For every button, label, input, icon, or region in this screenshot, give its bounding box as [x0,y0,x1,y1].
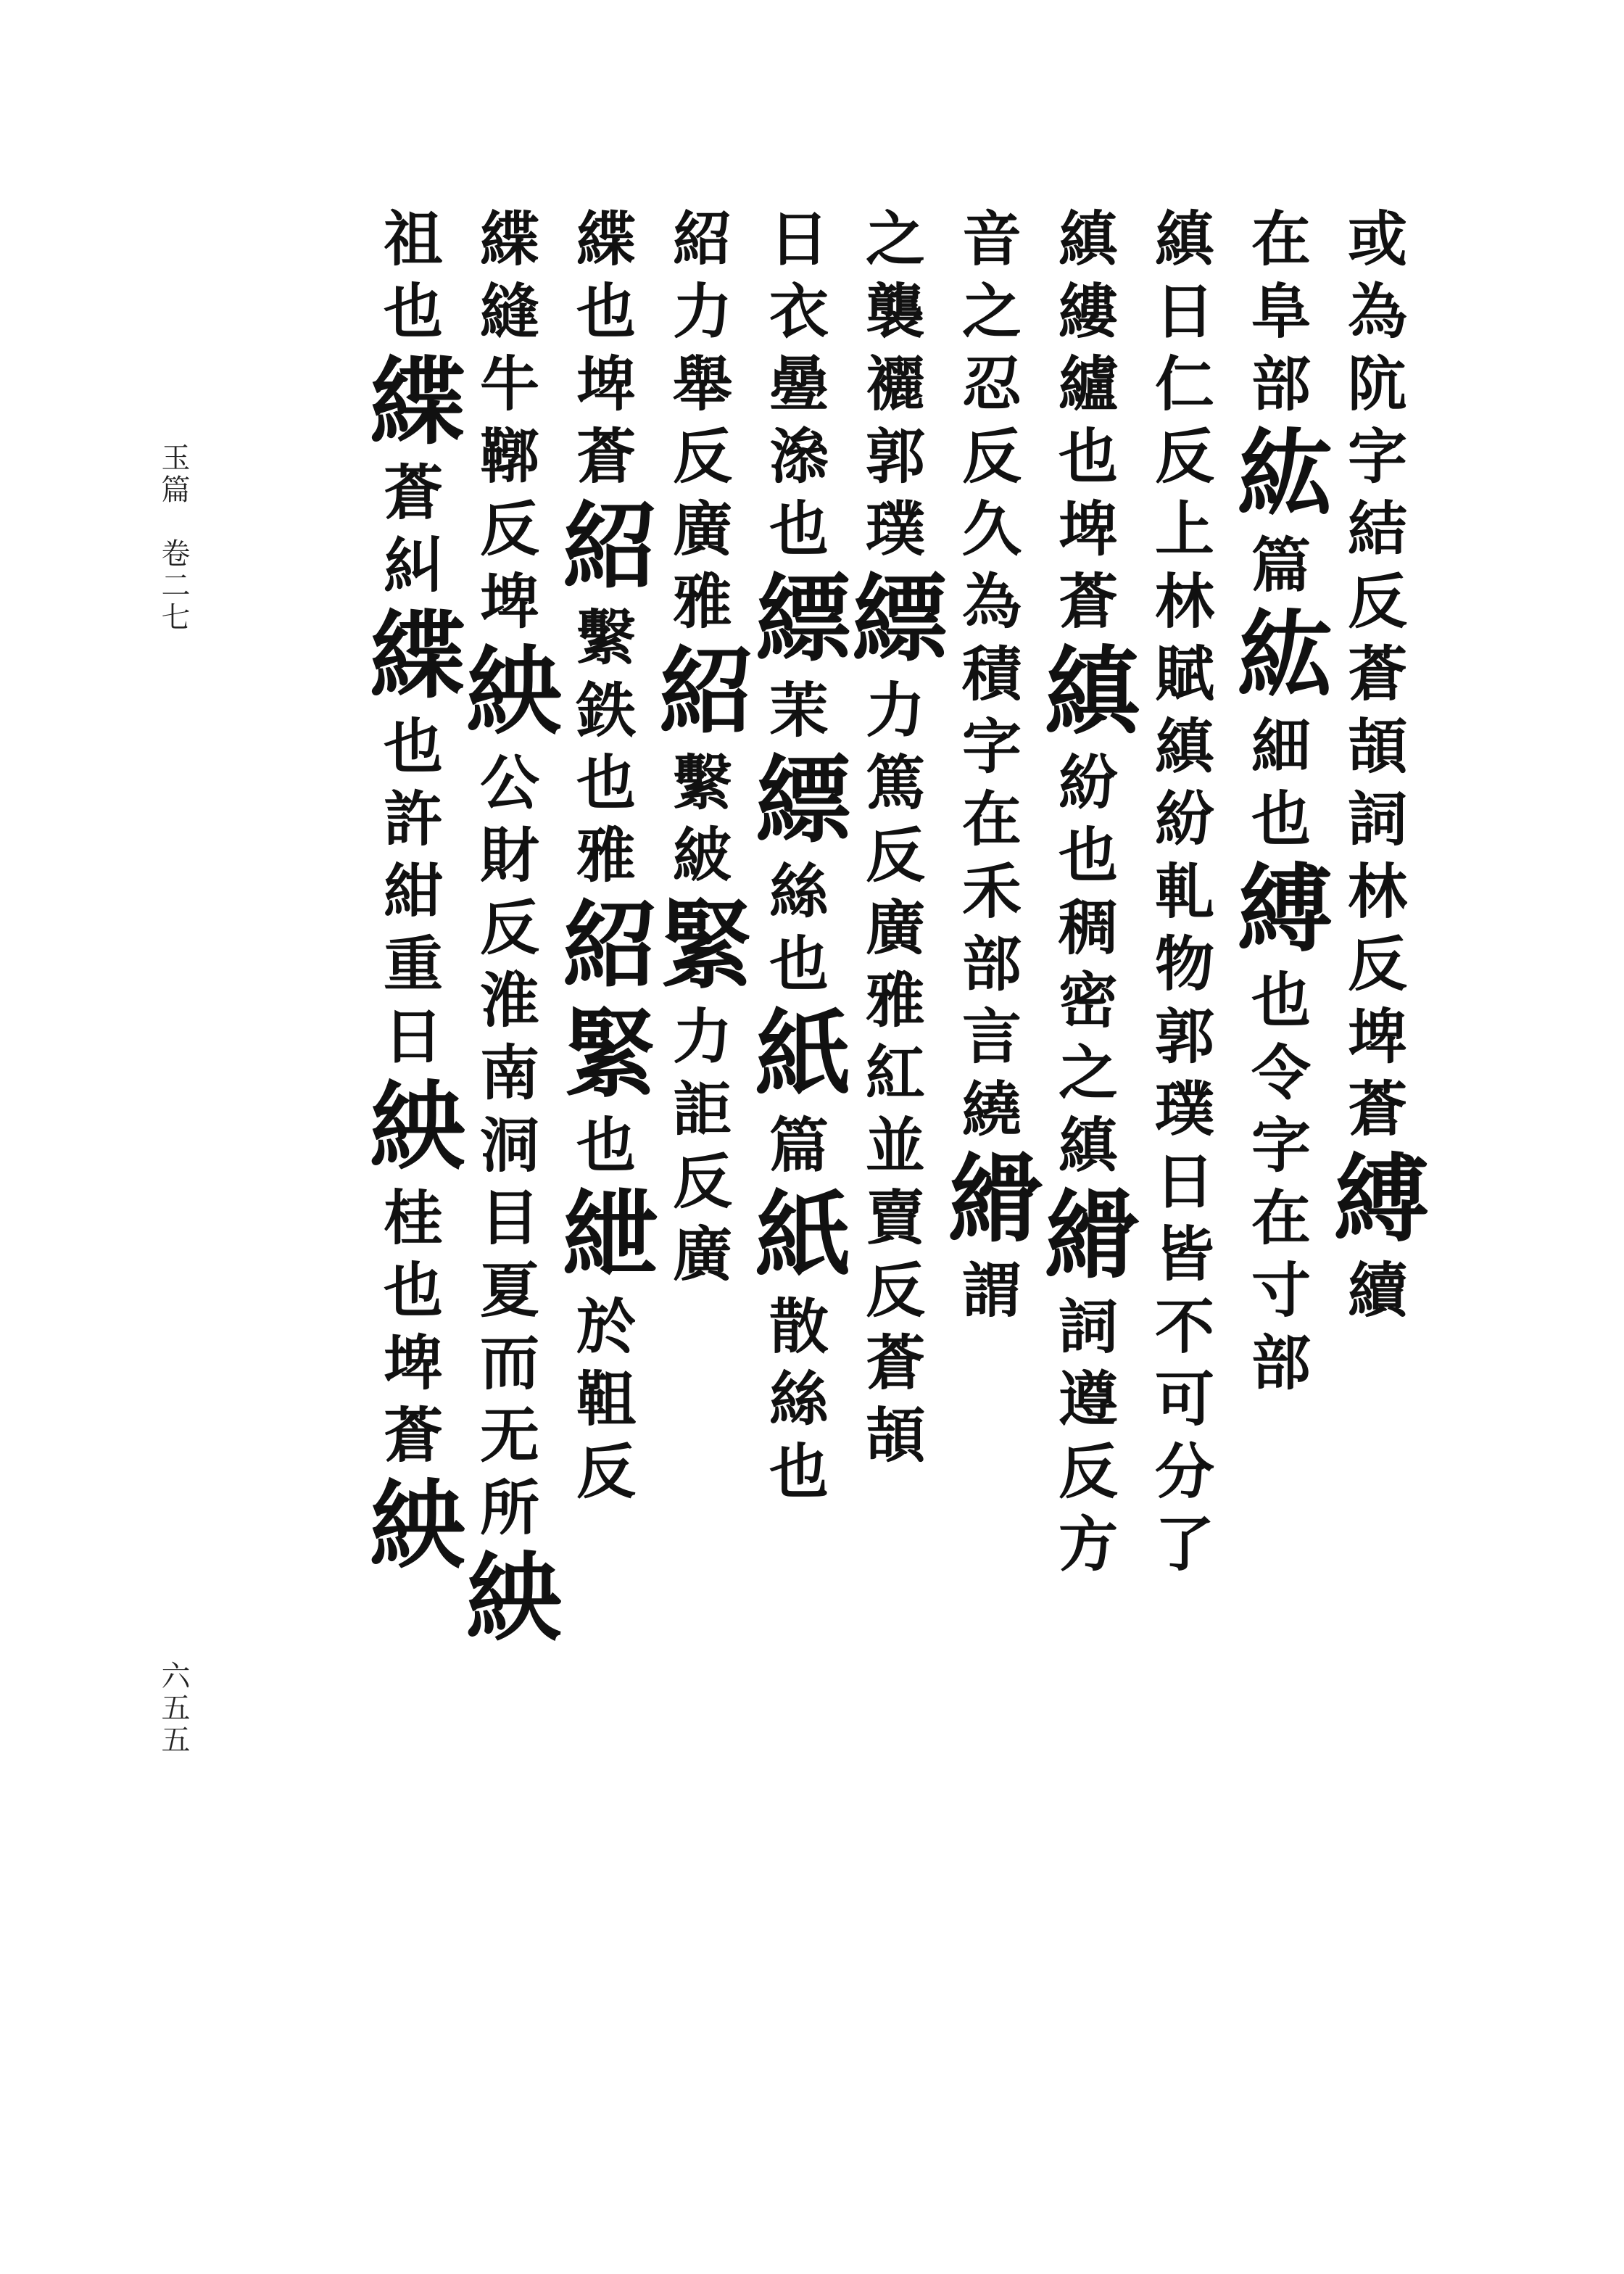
character: 詎 [672,1075,732,1144]
character: 襲 [865,277,925,347]
character: 紹 [563,491,658,603]
character: 牛 [479,350,539,419]
character: 絲 [768,857,829,927]
character: 縎 [948,1144,1044,1256]
character: 縹 [755,563,851,676]
character: 並 [865,1111,925,1181]
character: 紻 [370,1470,465,1582]
character: 日 [383,1002,443,1072]
character: 紹 [659,636,755,748]
character: 也 [576,1111,636,1181]
character: 令 [1251,1038,1311,1108]
character: 靻 [576,1365,636,1434]
character: 埤 [383,1328,443,1398]
character: 頡 [1347,712,1407,782]
character: 賣 [865,1183,925,1253]
character: 繫 [672,748,732,818]
character: 鞹 [479,422,539,492]
character: 林 [1347,857,1407,927]
text-column [1238,203,1333,1399]
character: 縎 [1045,1180,1140,1292]
character: 之 [961,277,1022,347]
character: 无 [479,1401,539,1471]
character: 而 [479,1328,539,1398]
character: 緤 [370,600,465,712]
character: 力 [672,1002,732,1072]
character: 軋 [1154,857,1214,927]
character: 縛 [1238,853,1333,966]
character: 散 [768,1292,829,1362]
character: 㬪 [768,350,829,419]
text-column [1141,203,1228,1581]
character: 也 [383,277,443,347]
character: 舉 [672,350,732,419]
character: 紘 [1238,600,1333,712]
character: 或 [1347,204,1407,274]
character: 紻 [466,636,562,748]
character: 也 [576,748,636,818]
character: 反 [865,1256,925,1326]
character: 糾 [383,531,443,600]
character: 蒼 [1058,567,1118,637]
character: 之 [865,204,925,274]
character: 方 [1058,1510,1118,1579]
character: 力 [672,277,732,347]
character: 物 [1154,930,1214,999]
character: 襹 [865,350,925,419]
character: 廣 [865,893,925,963]
character: 林 [1154,567,1214,637]
page-number: 六五五 [157,1661,190,1756]
character: 頡 [865,1401,925,1471]
character: 緤 [479,204,539,274]
character: 上 [1154,495,1214,564]
character: 紹 [563,890,658,1002]
character: 淮 [479,966,539,1035]
character: 繞 [961,1075,1022,1144]
character: 繫 [576,603,636,673]
character: 也 [576,277,636,347]
character: 緊 [563,999,658,1111]
character: 部 [961,930,1022,999]
character: 衣 [768,277,829,347]
character: 重 [383,930,443,999]
character: 反 [865,821,925,890]
character: 絲 [768,1365,829,1434]
character: 紛 [1058,748,1118,818]
character: 㵕 [768,422,829,492]
character: 反 [479,893,539,963]
character: 詞 [1058,1292,1118,1362]
character: 反 [672,422,732,492]
character: 蒼 [1347,1075,1407,1144]
character: 緤 [370,346,465,458]
character: 夏 [479,1256,539,1326]
character: 緤 [576,204,636,274]
character: 字 [1251,1111,1311,1181]
character: 縝 [1154,204,1214,274]
character: 反 [576,1437,636,1507]
character: 紅 [865,1038,925,1108]
character: 在 [1251,204,1311,274]
text-column [563,203,658,1508]
character: 為 [961,567,1022,637]
character: 蒼 [383,458,443,528]
character: 謂 [961,1256,1022,1326]
character: 許 [383,785,443,854]
character: 紙 [755,999,851,1111]
character: 反 [1347,567,1407,637]
text-column [1334,203,1430,1327]
character: 寸 [1251,1256,1311,1326]
character: 蒼 [576,422,636,492]
character: 埤 [1347,1002,1407,1072]
character: 廣 [672,495,732,564]
character: 紴 [672,821,732,890]
character: 了 [1154,1510,1214,1579]
character: 埤 [576,350,636,419]
character: 祖 [383,204,443,274]
character: 篇 [768,1111,829,1181]
character: 也 [1251,966,1311,1035]
character: 密 [1058,966,1118,1035]
character: 部 [1251,350,1311,419]
character: 公 [479,748,539,818]
character: 遵 [1058,1365,1118,1434]
character: 不 [1154,1292,1214,1362]
character: 細 [1251,712,1311,782]
character: 縝 [1154,712,1214,782]
character: 紻 [370,1071,465,1183]
character: 也 [383,712,443,782]
character: 日 [1154,1147,1214,1217]
character: 郭 [865,422,925,492]
character: 茉 [768,676,829,745]
character: 字 [1347,422,1407,492]
character: 反 [1347,930,1407,999]
character: 在 [1251,1183,1311,1253]
character: 紙 [755,1180,851,1292]
character: 縝 [1058,204,1118,274]
character: 日 [768,204,829,274]
character: 蒼 [383,1401,443,1471]
character: 縛 [1334,1144,1430,1256]
character: 之 [1058,1038,1118,1108]
text-column [466,203,562,1655]
character: 所 [479,1473,539,1543]
character: 在 [961,785,1022,854]
character: 郭 [1154,1002,1214,1072]
character: 蒼 [865,1328,925,1398]
character: 言 [961,1002,1022,1072]
text-column [852,203,948,1472]
character: 紺 [383,857,443,927]
character: 紛 [1154,785,1214,854]
text-column [948,203,1044,1327]
character: 桂 [383,1183,443,1253]
character: 字 [961,712,1022,782]
character: 結 [1347,495,1407,564]
character: 也 [1058,821,1118,890]
character: 埤 [479,567,539,637]
character: 也 [383,1256,443,1326]
character: 埤 [1058,495,1118,564]
character: 縹 [755,745,851,857]
text-column [370,203,465,1582]
text-column [1045,203,1140,1581]
character: 續 [1347,1256,1407,1326]
character: 縫 [479,277,539,347]
character: 反 [479,495,539,564]
character: 也 [1251,785,1311,854]
character: 力 [865,676,925,745]
character: 也 [1058,422,1118,492]
character: 蒼 [1347,640,1407,709]
character: 縝 [1045,636,1140,748]
character: 也 [768,495,829,564]
character: 也 [768,930,829,999]
character: 稠 [1058,893,1118,963]
character: 可 [1154,1365,1214,1434]
character: 雅 [672,567,732,637]
character: 賦 [1154,640,1214,709]
character: 紲 [563,1180,658,1292]
character: 目 [479,1183,539,1253]
character: 阜 [1251,277,1311,347]
character: 部 [1251,1328,1311,1398]
character: 纑 [1058,350,1118,419]
character: 反 [672,1147,732,1217]
character: 緊 [659,890,755,1002]
character: 反 [1058,1437,1118,1507]
text-column [659,203,755,1291]
character: 紘 [1238,418,1333,531]
character: 財 [479,821,539,890]
character: 阬 [1347,350,1407,419]
character: 於 [576,1292,636,1362]
character: 積 [961,640,1022,709]
character: 縷 [1058,277,1118,347]
margin-title: 玉篇 卷二七 [157,442,190,634]
character: 也 [768,1437,829,1507]
character: 篤 [865,748,925,818]
character: 鉄 [576,676,636,745]
character: 篇 [1251,531,1311,600]
character: 紹 [672,204,732,274]
character: 雅 [865,966,925,1035]
character: 雅 [576,821,636,890]
character: 縝 [1058,1111,1118,1181]
character: 日 [1154,277,1214,347]
character: 為 [1347,277,1407,347]
character: 忍 [961,350,1022,419]
character: 縹 [852,563,948,676]
character: 皆 [1154,1220,1214,1289]
character: 反 [961,422,1022,492]
character: 禾 [961,857,1022,927]
character: 久 [961,495,1022,564]
character: 音 [961,204,1022,274]
character: 紻 [466,1542,562,1655]
character: 璞 [865,495,925,564]
character: 南 [479,1038,539,1108]
character: 分 [1154,1437,1214,1507]
character: 廣 [672,1220,732,1289]
character: 詞 [1347,785,1407,854]
character: 反 [1154,422,1214,492]
character: 洞 [479,1111,539,1181]
character: 璞 [1154,1075,1214,1144]
text-column [755,203,851,1508]
character: 仁 [1154,350,1214,419]
